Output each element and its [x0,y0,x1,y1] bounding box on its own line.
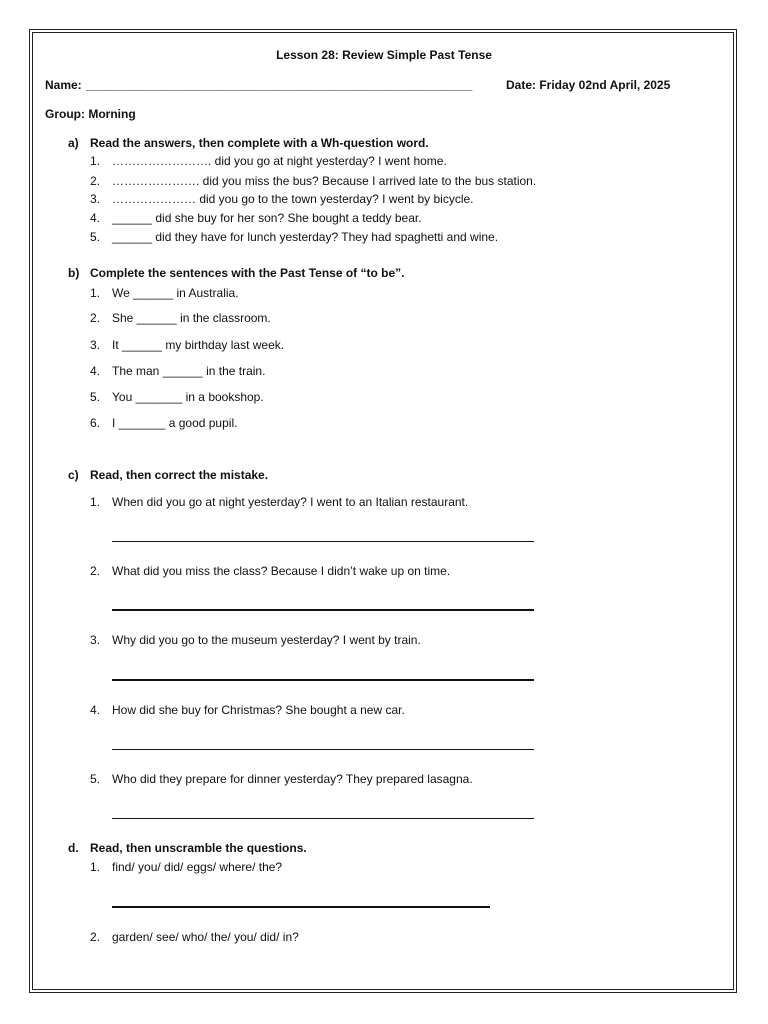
answer-line[interactable] [112,818,534,819]
section-c-letter: c) [68,468,79,482]
list-item-text: ______ did she buy for her son? She bought a teddy bear. [112,211,422,225]
list-item-number: 3. [90,338,101,352]
list-item-text: Who did they prepare for dinner yesterday? They prepared lasagna. [112,772,473,786]
list-item-text: What did you miss the class? Because I didn’t wake up on time. [112,564,451,578]
list-item-text: ……………………. did you go at night yesterday? I went home. [112,154,447,168]
list-item-number: 1. [90,286,101,300]
list-item-number: 3. [90,633,101,647]
list-item-number: 5. [90,230,101,244]
name-blank: ______________________________________________________________ [86,78,472,92]
list-item-number: 1. [90,860,101,874]
section-b-letter: b) [68,266,80,280]
list-item-text: garden/ see/ who/ the/ you/ did/ in? [112,930,299,944]
list-item-text: When did you go at night yesterday? I went to an Italian restaurant. [112,495,469,509]
list-item-number: 3. [90,192,101,206]
list-item-text: ______ did they have for lunch yesterday? They had spaghetti and wine. [112,230,499,244]
list-item-number: 5. [90,772,101,786]
list-item-text: It ______ my birthday last week. [112,338,285,352]
list-item-number: 2. [90,311,101,325]
list-item-text: The man ______ in the train. [112,364,266,378]
list-item-text: We ______ in Australia. [112,286,239,300]
name-label: Name: [45,78,82,92]
list-item-number: 2. [90,564,101,578]
list-item-number: 4. [90,211,101,225]
section-c-instruction: Read, then correct the mistake. [90,468,269,482]
answer-line[interactable] [112,541,534,542]
list-item-number: 4. [90,703,101,717]
list-item-text: How did she buy for Christmas? She bought a new car. [112,703,405,717]
list-item-number: 2. [90,930,101,944]
section-d-instruction: Read, then unscramble the questions. [90,841,307,855]
list-item-text: ………………… did you go to the town yesterday? I went by bicycle. [112,192,474,206]
list-item-text: find/ you/ did/ eggs/ where/ the? [112,860,283,874]
section-a-instruction: Read the answers, then complete with a Wh-question word. [90,136,429,150]
list-item-text: She ______ in the classroom. [112,311,271,325]
list-item-number: 5. [90,390,101,404]
answer-line[interactable] [112,679,534,681]
list-item-number: 1. [90,154,101,168]
answer-line[interactable] [112,609,534,611]
section-b-instruction: Complete the sentences with the Past Tense of “to be”. [90,266,405,280]
section-d-letter: d. [68,841,79,855]
list-item-number: 1. [90,495,101,509]
list-item-text: I _______ a good pupil. [112,416,238,430]
list-item-text: Why did you go to the museum yesterday? I went by train. [112,633,421,647]
list-item-text: …………………. did you miss the bus? Because I arrived late to the bus station. [112,174,537,188]
list-item-number: 4. [90,364,101,378]
section-a-letter: a) [68,136,79,150]
answer-line[interactable] [112,906,490,908]
date-label: Date: Friday 02nd April, 2025 [506,78,671,92]
list-item-number: 6. [90,416,101,430]
answer-line[interactable] [112,749,534,750]
group-label: Group: Morning [45,107,136,121]
list-item-number: 2. [90,174,101,188]
worksheet-title: Lesson 28: Review Simple Past Tense [276,48,492,62]
list-item-text: You _______ in a bookshop. [112,390,264,404]
